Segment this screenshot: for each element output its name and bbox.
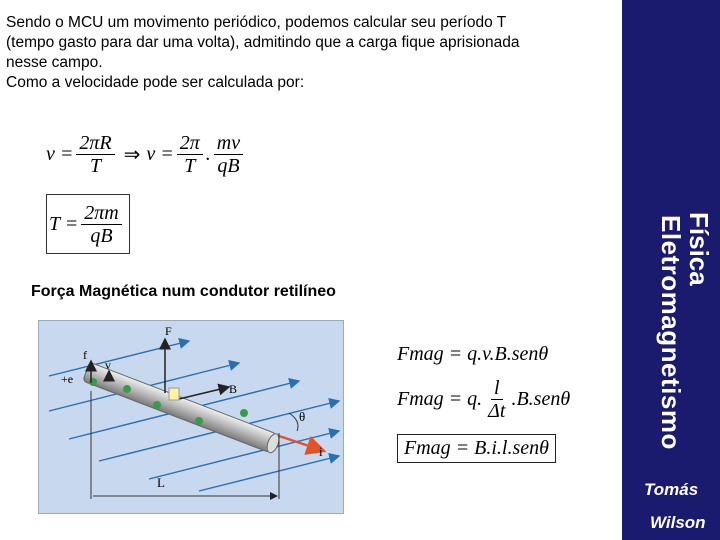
sidebar-title: [622, 0, 720, 450]
multiply-dot: .: [205, 143, 211, 165]
fraction-denominator: T: [184, 155, 196, 177]
label-charge: +e: [61, 372, 74, 386]
conductor-diagram: [39, 321, 343, 513]
label-small-f: f: [83, 348, 87, 362]
formula-2-fraction: [485, 377, 508, 422]
intro-line-3: nesse campo.: [6, 54, 103, 71]
implies-arrow: ⇒: [123, 144, 141, 166]
period-lhs: T =: [49, 212, 79, 235]
velocity-lhs-2: v =: [146, 143, 174, 165]
fraction-numerator: 2πR: [76, 132, 114, 155]
two-pi-over-t-fraction: [177, 132, 203, 177]
intro-line-4: Como a velocidade pode ser calculada por:: [6, 74, 305, 91]
force-formulas: [397, 338, 570, 428]
field-vector: [179, 387, 229, 399]
formula-2-lhs: Fmag = q.: [397, 387, 483, 410]
label-i: i: [319, 444, 323, 459]
theta-arc: [289, 413, 298, 431]
label-theta: θ: [299, 409, 306, 424]
intro-line-2: (tempo gasto para dar uma volta), admitindo que a carga fique aprisionada: [6, 34, 520, 51]
section-heading: Força Magnética num condutor retilíneo: [31, 283, 336, 300]
intro-line-1: Sendo o MCU um movimento periódico, podemos calcular seu período T: [6, 14, 507, 31]
fraction-denominator: T: [89, 155, 102, 177]
label-b: B: [229, 382, 238, 396]
velocity-lhs: v =: [46, 143, 74, 165]
conductor-figure: [38, 320, 344, 514]
period-fraction: [81, 202, 121, 247]
label-l: L: [157, 475, 165, 490]
formula-2-rhs: .B.senθ: [511, 387, 571, 410]
velocity-fraction: [76, 132, 114, 177]
mv-over-qb-fraction: [214, 132, 243, 177]
label-v: v: [105, 358, 111, 372]
formula-2: [397, 370, 570, 428]
sidebar-title-line-2: Eletromagnetismo: [656, 215, 686, 450]
formula-1: Fmag = q.v.B.senθ: [397, 342, 549, 365]
intro-text: [6, 13, 606, 93]
fraction-numerator: 2π: [177, 132, 203, 155]
fraction-denominator: Δt: [488, 399, 506, 422]
sidebar-title-line-1-wrap: [683, 212, 714, 286]
fraction-numerator: mv: [214, 132, 243, 155]
author-first-name: Tomás: [644, 480, 699, 499]
label-f: F: [165, 324, 172, 338]
current-arrow: [279, 436, 324, 451]
sidebar-title-line-1: Física: [684, 212, 714, 286]
sidebar: [622, 0, 720, 540]
fraction-denominator: qB: [90, 224, 113, 247]
period-equation-box: [46, 194, 130, 254]
fraction-numerator: l: [491, 377, 503, 400]
author-last-name: Wilson: [650, 513, 706, 532]
sidebar-title-text: [655, 215, 686, 450]
formula-3-box: Fmag = B.i.l.senθ: [397, 434, 556, 463]
fraction-denominator: qB: [217, 155, 240, 177]
fraction-numerator: 2πm: [81, 202, 121, 225]
velocity-equation: [46, 132, 246, 177]
